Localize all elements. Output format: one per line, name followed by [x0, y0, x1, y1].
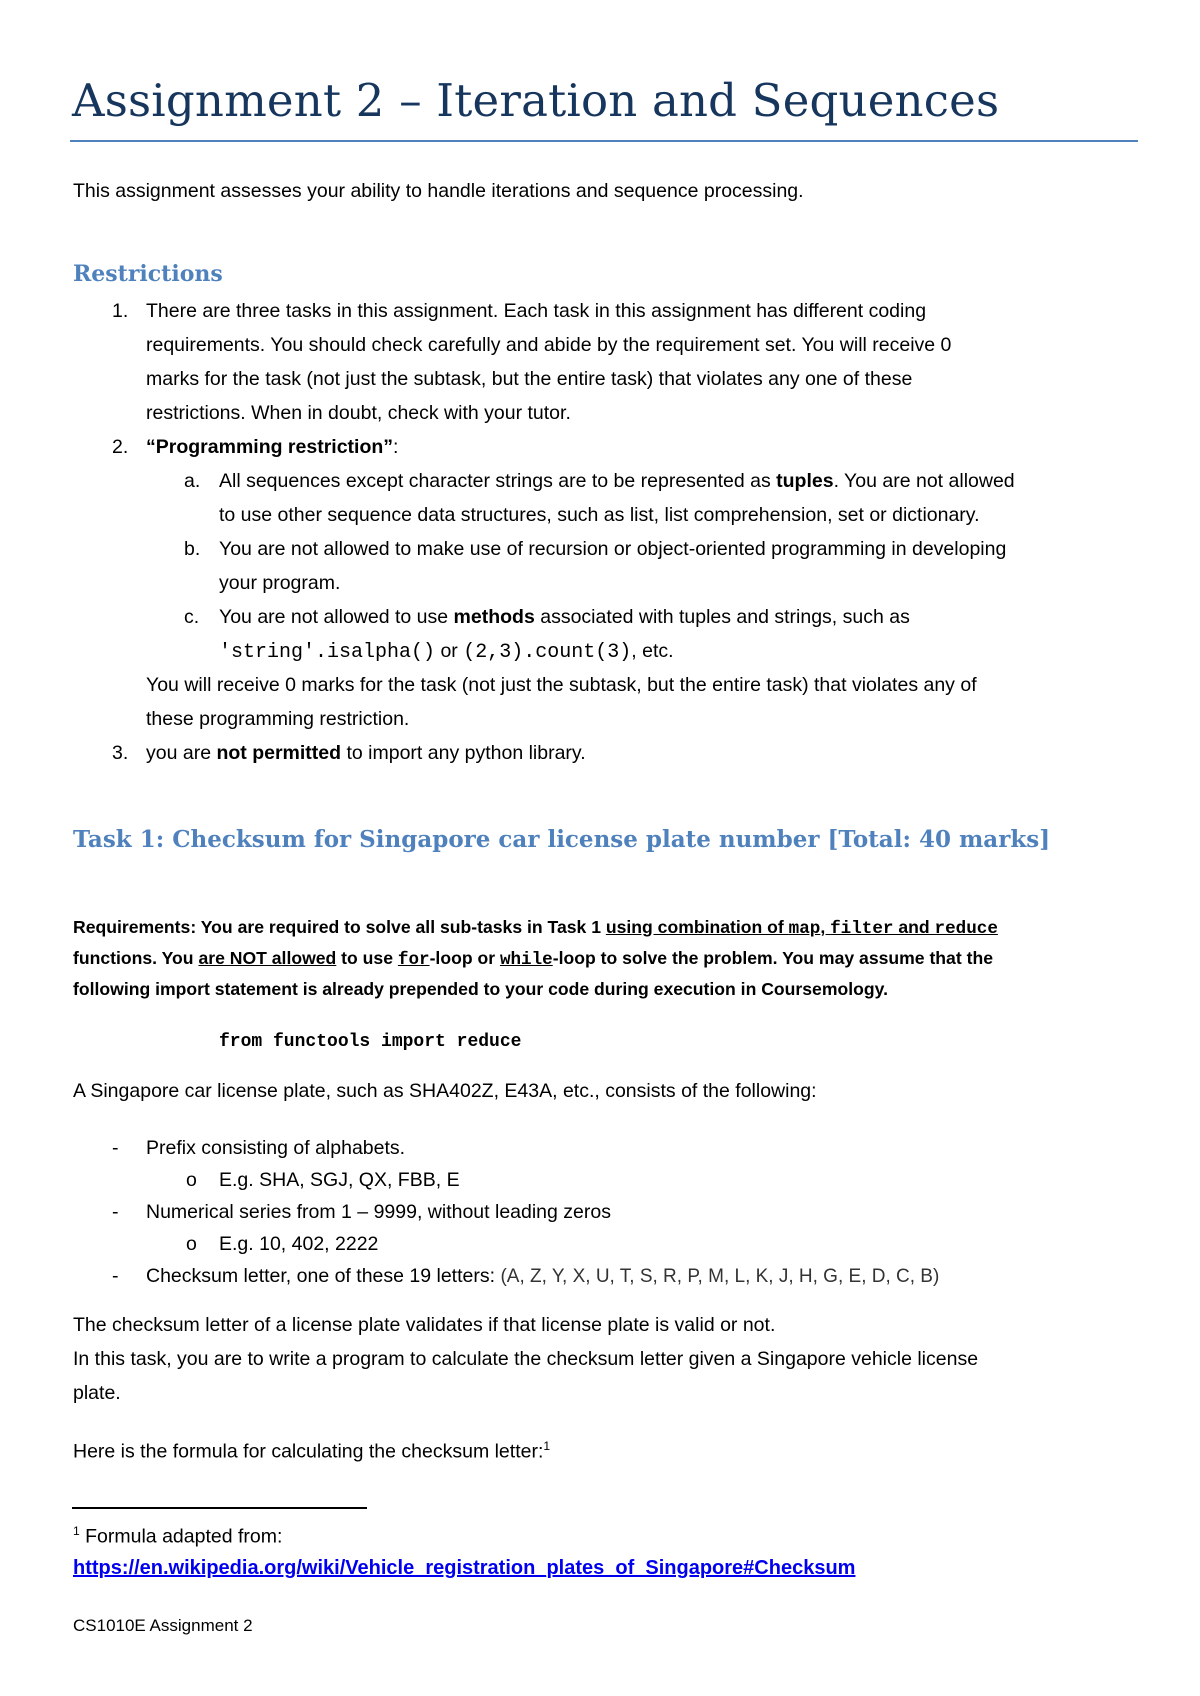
restriction-1-line-1: There are three tasks in this assignment. Each task in this assignment has different coding	[146, 300, 927, 322]
circle-bullet: o	[186, 1233, 197, 1255]
text: -loop or	[429, 948, 500, 968]
list-number-3: 3.	[112, 742, 129, 764]
footnote-mark: 1	[73, 1524, 80, 1538]
restriction-1-line-4: restrictions. When in doubt, check with your tutor.	[146, 402, 571, 424]
plate-part-numerical: Numerical series from 1 – 9999, without leading zeros	[146, 1201, 611, 1223]
label-colon: :	[393, 436, 399, 458]
checksum-validates: The checksum letter of a license plate validates if that license plate is valid or not.	[73, 1314, 776, 1336]
bold-methods: methods	[453, 606, 535, 628]
restriction-2a-line-1	[219, 470, 1015, 493]
plate-part-prefix: Prefix consisting of alphabets.	[146, 1137, 406, 1159]
intro-paragraph: This assignment assesses your ability to handle iterations and sequence processing.	[73, 180, 804, 202]
import-statement: from functools import reduce	[219, 1032, 522, 1052]
restriction-2b-line-1: You are not allowed to make use of recursion or object-oriented programming in developing	[219, 538, 1007, 560]
dash-bullet: -	[112, 1137, 119, 1159]
footnote-text	[73, 1524, 282, 1549]
text: functions. You	[73, 948, 199, 968]
text: -loop to solve the problem. You may assume that the	[552, 948, 993, 968]
code-for: for	[397, 950, 430, 970]
requirements-line-1	[73, 917, 998, 939]
underlined-not-allowed: are NOT allowed	[198, 948, 337, 968]
code-string-isalpha: 'string'.isalpha()	[219, 641, 436, 664]
page-footer: CS1010E Assignment 2	[73, 1616, 253, 1635]
restriction-2a-line-2: to use other sequence data structures, such as list, list comprehension, set or dictionary.	[219, 504, 980, 526]
task1-heading: Task 1: Checksum for Singapore car license plate number [Total: 40 marks]	[73, 826, 1051, 853]
bold-not-permitted: not permitted	[216, 742, 342, 764]
text: Formula adapted from:	[79, 1525, 283, 1548]
code-reduce: reduce	[934, 919, 998, 939]
checksum-letter-list: (A, Z, Y, X, U, T, S, R, P, M, L, K, J, H, G, E, D, C, B)	[500, 1266, 940, 1287]
text: All sequences except character strings are to be represented as	[219, 470, 777, 492]
title-underline	[70, 140, 1138, 142]
text: Checksum letter, one of these 19 letters:	[146, 1265, 501, 1287]
underlined-combination	[606, 917, 998, 937]
text: using combination of	[605, 917, 789, 937]
text: to use	[336, 948, 398, 968]
plate-intro: A Singapore car license plate, such as SHA402Z, E43A, etc., consists of the following:	[73, 1080, 817, 1102]
page-title: Assignment 2 – Iteration and Sequences	[72, 74, 1000, 127]
restriction-2b-line-2: your program.	[219, 572, 341, 594]
programming-restriction-label	[146, 436, 398, 459]
text: . You are not allowed	[833, 470, 1015, 492]
plate-part-checksum	[146, 1265, 939, 1288]
requirements-line-2	[73, 948, 993, 970]
text: you are	[146, 742, 217, 764]
circle-bullet: o	[186, 1169, 197, 1191]
restriction-3-line	[146, 742, 586, 765]
plate-part-numerical-example: E.g. 10, 402, 2222	[219, 1233, 379, 1255]
text: to import any python library.	[341, 742, 586, 764]
text: Here is the formula for calculating the checksum letter:	[73, 1440, 544, 1463]
sub-letter-b: b.	[184, 538, 201, 560]
requirements-line-3: following import statement is already prepended to your code during execution in Coursemology.	[73, 979, 888, 999]
text: associated with tuples and strings, such as	[534, 606, 910, 628]
code-filter: filter	[830, 919, 894, 939]
dash-bullet: -	[112, 1201, 119, 1223]
list-number-1: 1.	[112, 300, 129, 322]
text: Requirements: You are required to solve all sub-tasks in Task 1	[73, 917, 606, 937]
task-description-line-2: plate.	[73, 1382, 121, 1404]
formula-intro	[73, 1439, 550, 1464]
programming-restriction-title: “Programming restriction”	[146, 436, 394, 458]
plate-part-prefix-example: E.g. SHA, SGJ, QX, FBB, E	[219, 1169, 460, 1191]
text: , etc.	[631, 640, 674, 662]
text: and	[893, 917, 935, 937]
restriction-1-line-2: requirements. You should check carefully and abide by the requirement set. You will receive 0	[146, 334, 952, 356]
text: ,	[820, 917, 831, 937]
restriction-2-note-line-2: these programming restriction.	[146, 708, 410, 730]
footnote-separator	[72, 1507, 367, 1509]
code-map: map	[788, 919, 821, 939]
bold-tuples: tuples	[776, 470, 834, 492]
restriction-2c-line-1	[219, 606, 910, 629]
text: You are not allowed to use	[219, 606, 454, 628]
code-tuple-count: (2,3).count(3)	[463, 641, 632, 664]
code-while: while	[499, 950, 553, 970]
text: or	[435, 640, 464, 662]
footnote-reference[interactable]: 1	[543, 1439, 551, 1453]
sub-letter-c: c.	[184, 606, 200, 628]
task-description-line-1: In this task, you are to write a program to calculate the checksum letter given a Singapore vehicle license	[73, 1348, 979, 1370]
list-number-2: 2.	[112, 436, 129, 458]
restriction-2-note-line-1: You will receive 0 marks for the task (not just the subtask, but the entire task) that violates any of	[146, 674, 977, 696]
sub-letter-a: a.	[184, 470, 201, 492]
restriction-2c-line-2	[219, 640, 674, 664]
wikipedia-link[interactable]: https://en.wikipedia.org/wiki/Vehicle_registration_plates_of_Singapore#Checksum	[73, 1557, 856, 1579]
restrictions-heading: Restrictions	[73, 261, 223, 287]
dash-bullet: -	[112, 1265, 119, 1287]
restriction-1-line-3: marks for the task (not just the subtask, but the entire task) that violates any one of these	[146, 368, 913, 390]
